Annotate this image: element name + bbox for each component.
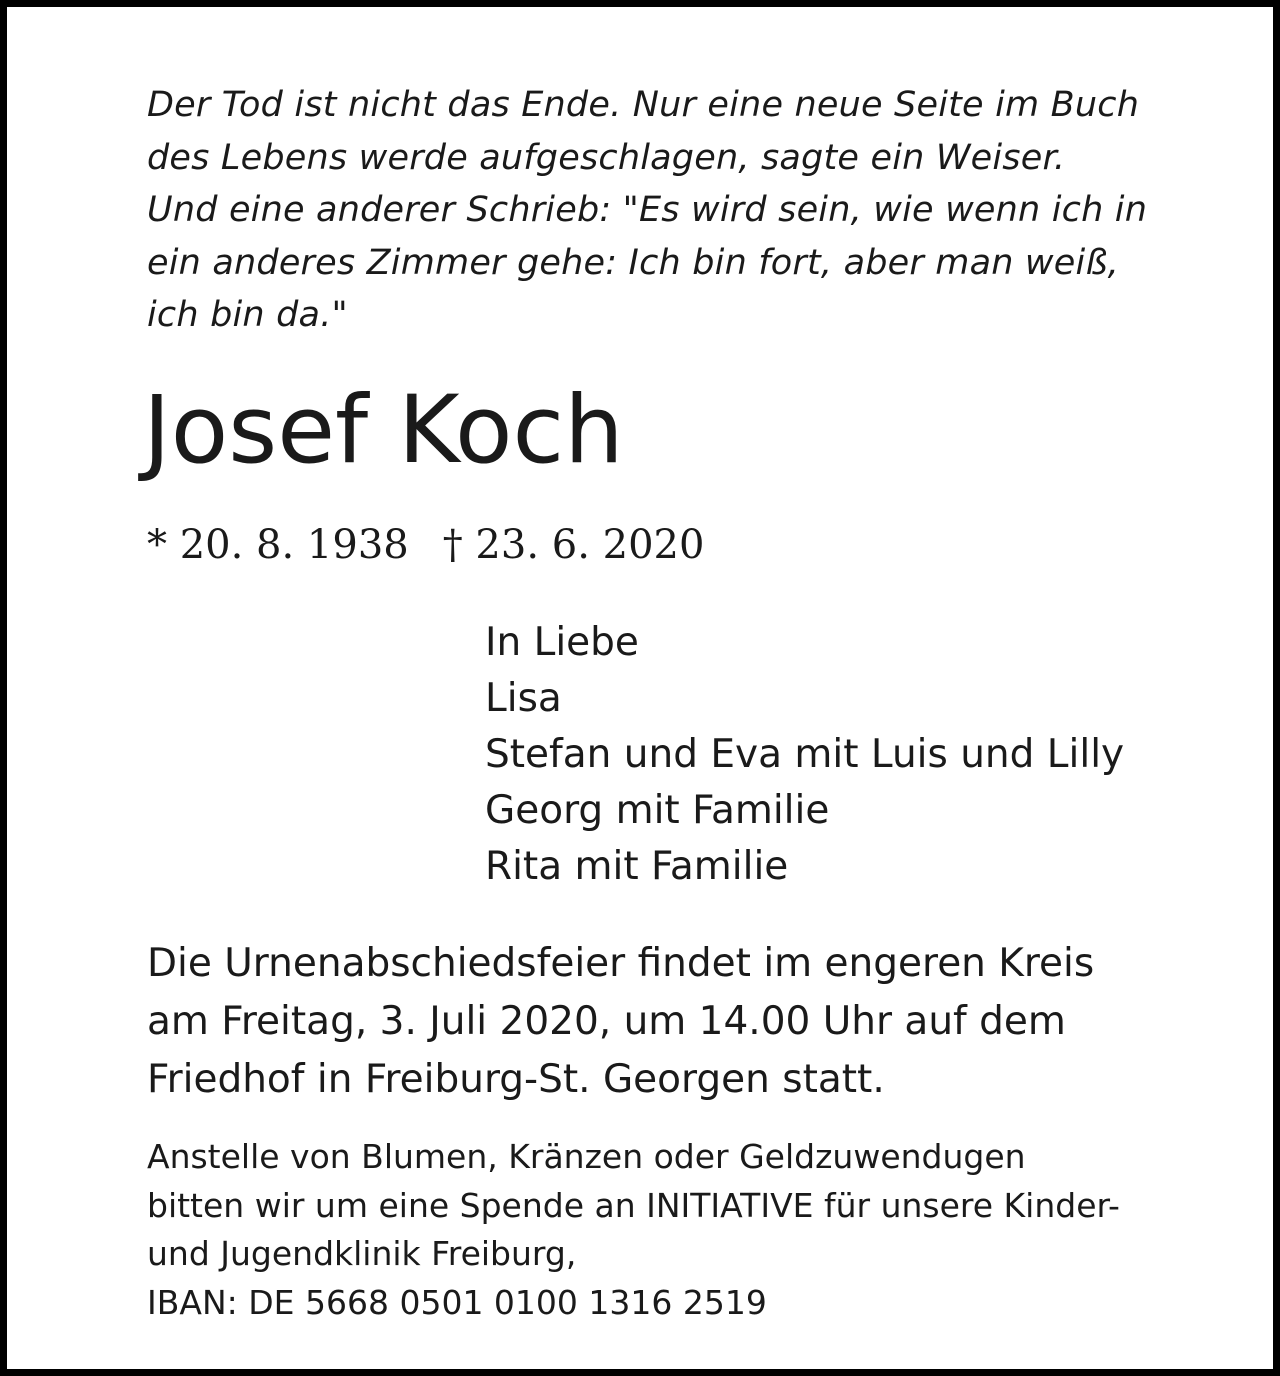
- donation-request: [147, 1133, 1257, 1327]
- quote-line: ein anderes Zimmer gehe: Ich bin fort, aber man weiß,: [147, 242, 1119, 283]
- mourner-line: In Liebe: [485, 620, 639, 665]
- life-dates: [147, 517, 704, 573]
- memorial-quote: [147, 79, 1257, 342]
- mourner-line: Lisa: [485, 676, 562, 721]
- mourners-list: [485, 615, 1124, 895]
- iban-line: IBAN: DE 5668 0501 0100 1316 2519: [147, 1282, 767, 1322]
- death-date: † 23. 6. 2020: [442, 522, 705, 568]
- donation-line: Anstelle von Blumen, Kränzen oder Geldzuwendugen: [147, 1137, 1026, 1176]
- ceremony-line: Friedhof in Freiburg-St. Georgen statt.: [147, 1057, 885, 1102]
- quote-line: Und eine anderer Schrieb: "Es wird sein, wie wenn ich in: [147, 190, 1148, 230]
- mourner-line: Georg mit Familie: [485, 788, 830, 833]
- quote-line: ich bin da.": [147, 295, 348, 335]
- deceased-name: Josef Koch: [143, 376, 624, 485]
- quote-line: Der Tod ist nicht das Ende. Nur eine neue Seite im Buch: [147, 85, 1140, 125]
- mourner-line: Rita mit Familie: [485, 844, 789, 889]
- donation-line: bitten wir um eine Spende an INITIATIVE für unsere Kinder-: [147, 1185, 1120, 1225]
- ceremony-announcement: [147, 935, 1257, 1109]
- quote-line: des Lebens werde aufgeschlagen, sagte ein Weiser.: [147, 137, 1066, 178]
- birth-date: * 20. 8. 1938: [147, 522, 409, 568]
- mourner-line: Stefan und Eva mit Luis und Lilly: [485, 732, 1125, 777]
- ceremony-line: am Freitag, 3. Juli 2020, um 14.00 Uhr auf dem: [147, 999, 1066, 1044]
- ceremony-line: Die Urnenabschiedsfeier findet im engeren Kreis: [147, 941, 1095, 986]
- donation-line: und Jugendklinik Freiburg,: [147, 1234, 577, 1273]
